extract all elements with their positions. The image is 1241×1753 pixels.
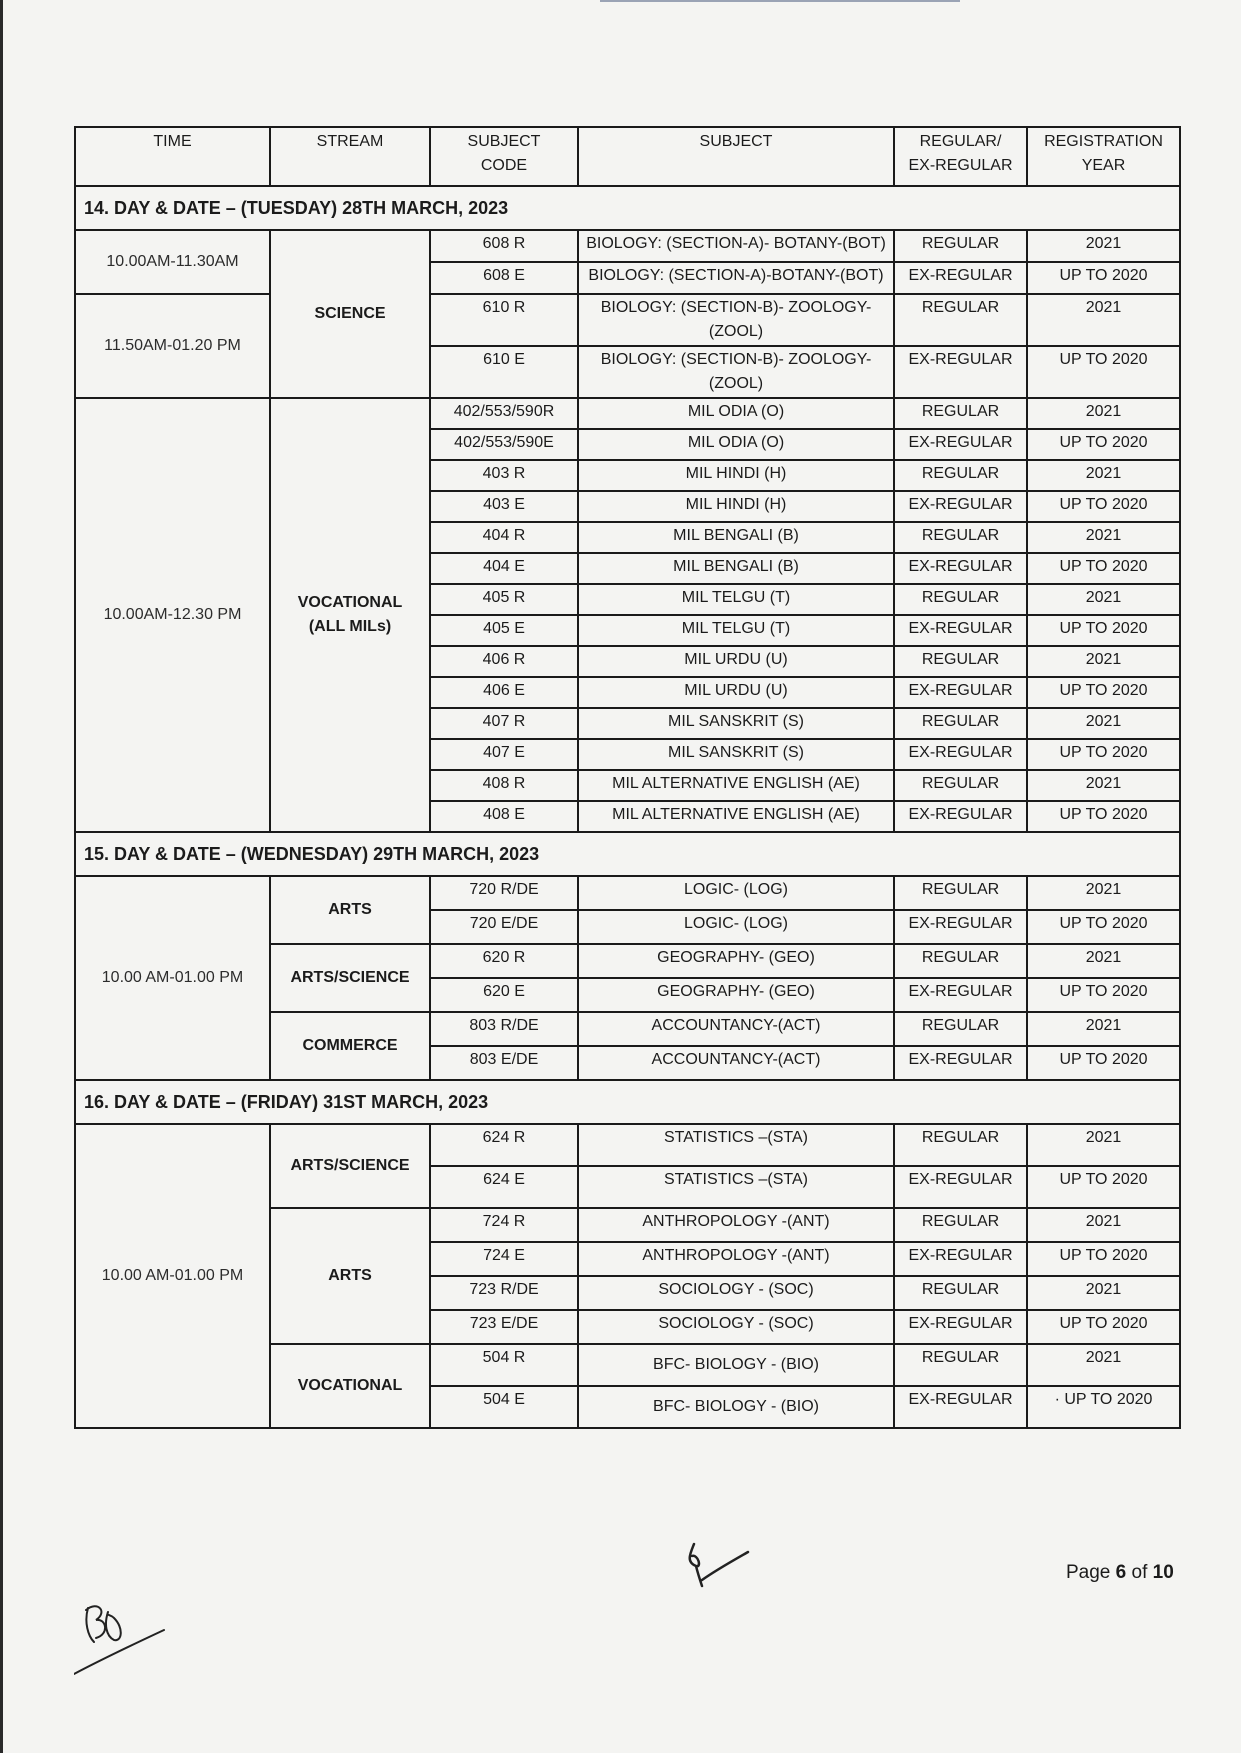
subject-name: MIL SANSKRIT (S) (578, 708, 894, 739)
subject-name: MIL HINDI (H) (578, 491, 894, 522)
subject-code: 724 R (430, 1208, 578, 1242)
subject-code: 402/553/590E (430, 429, 578, 460)
subject-name: BFC- BIOLOGY - (BIO) (578, 1344, 894, 1386)
regular-type: EX-REGULAR (894, 1386, 1027, 1428)
header-regular: REGULAR/ EX-REGULAR (894, 127, 1027, 186)
subject-name: ANTHROPOLOGY -(ANT) (578, 1242, 894, 1276)
header-registration-year: REGISTRATION YEAR (1027, 127, 1180, 186)
registration-year: UP TO 2020 (1027, 739, 1180, 770)
stream-cell: VOCATIONAL (270, 1344, 430, 1428)
registration-year: UP TO 2020 (1027, 1046, 1180, 1080)
subject-code: 803 E/DE (430, 1046, 578, 1080)
registration-year: 2021 (1027, 646, 1180, 677)
subject-code: 620 E (430, 978, 578, 1012)
subject-code: 402/553/590R (430, 398, 578, 429)
table-row (75, 876, 1180, 910)
regular-type: EX-REGULAR (894, 615, 1027, 646)
regular-type: REGULAR (894, 230, 1027, 262)
subject-name: BIOLOGY: (SECTION-B)- ZOOLOGY-(ZOOL) (578, 294, 894, 346)
regular-type: EX-REGULAR (894, 1310, 1027, 1344)
registration-year: 2021 (1027, 770, 1180, 801)
regular-type: EX-REGULAR (894, 262, 1027, 294)
subject-name: MIL TELGU (T) (578, 584, 894, 615)
subject-code: 406 E (430, 677, 578, 708)
subject-code: 405 R (430, 584, 578, 615)
regular-type: REGULAR (894, 1208, 1027, 1242)
subject-code: 404 E (430, 553, 578, 584)
registration-year: 2021 (1027, 1276, 1180, 1310)
registration-year: 2021 (1027, 460, 1180, 491)
registration-year: 2021 (1027, 1124, 1180, 1166)
subject-name: SOCIOLOGY - (SOC) (578, 1276, 894, 1310)
page-total: 10 (1152, 1562, 1174, 1583)
registration-year: 2021 (1027, 876, 1180, 910)
regular-type: REGULAR (894, 398, 1027, 429)
day-title: 15. DAY & DATE – (WEDNESDAY) 29TH MARCH, 2023 (75, 832, 1180, 876)
day-title-row (75, 186, 1180, 230)
registration-year: 2021 (1027, 398, 1180, 429)
subject-name: ACCOUNTANCY-(ACT) (578, 1012, 894, 1046)
registration-year: UP TO 2020 (1027, 910, 1180, 944)
stream-cell: ARTS/SCIENCE (270, 944, 430, 1012)
page-edge-top (600, 0, 960, 2)
day-title-row (75, 832, 1180, 876)
exam-schedule-table (74, 126, 1181, 1429)
regular-type: REGULAR (894, 1012, 1027, 1046)
regular-type: EX-REGULAR (894, 677, 1027, 708)
subject-name: MIL SANSKRIT (S) (578, 739, 894, 770)
registration-year: UP TO 2020 (1027, 1310, 1180, 1344)
time-cell: 10.00AM-12.30 PM (75, 398, 270, 832)
subject-name: MIL ALTERNATIVE ENGLISH (AE) (578, 801, 894, 832)
regular-type: REGULAR (894, 1276, 1027, 1310)
subject-name: BFC- BIOLOGY - (BIO) (578, 1386, 894, 1428)
stream-cell: ARTS (270, 1208, 430, 1344)
header-subject-code: SUBJECT CODE (430, 127, 578, 186)
table-row (75, 398, 1180, 429)
stream-cell: ARTS (270, 876, 430, 944)
regular-type: REGULAR (894, 294, 1027, 346)
subject-name: STATISTICS –(STA) (578, 1124, 894, 1166)
subject-name: MIL BENGALI (B) (578, 553, 894, 584)
subject-code: 504 E (430, 1386, 578, 1428)
registration-year: UP TO 2020 (1027, 553, 1180, 584)
subject-name: GEOGRAPHY- (GEO) (578, 978, 894, 1012)
time-cell: 10.00AM-11.30AM (75, 230, 270, 294)
regular-type: EX-REGULAR (894, 801, 1027, 832)
regular-type: REGULAR (894, 646, 1027, 677)
page-prefix: Page (1066, 1562, 1116, 1583)
regular-type: EX-REGULAR (894, 346, 1027, 398)
day-title-row (75, 1080, 1180, 1124)
subject-code: 720 R/DE (430, 876, 578, 910)
subject-code: 406 R (430, 646, 578, 677)
subject-code: 403 R (430, 460, 578, 491)
header-stream: STREAM (270, 127, 430, 186)
registration-year: UP TO 2020 (1027, 615, 1180, 646)
regular-type: EX-REGULAR (894, 491, 1027, 522)
subject-name: BIOLOGY: (SECTION-A)- BOTANY-(BOT) (578, 230, 894, 262)
registration-year: UP TO 2020 (1027, 491, 1180, 522)
subject-code: 407 R (430, 708, 578, 739)
time-cell: 10.00 AM-01.00 PM (75, 876, 270, 1080)
subject-code: 408 E (430, 801, 578, 832)
subject-name: ACCOUNTANCY-(ACT) (578, 1046, 894, 1080)
stream-cell: COMMERCE (270, 1012, 430, 1080)
registration-year: UP TO 2020 (1027, 1242, 1180, 1276)
stream-cell: SCIENCE (270, 230, 430, 398)
registration-year: 2021 (1027, 1344, 1180, 1386)
subject-name: MIL HINDI (H) (578, 460, 894, 491)
subject-code: 408 R (430, 770, 578, 801)
header-time: TIME (75, 127, 270, 186)
registration-year: UP TO 2020 (1027, 262, 1180, 294)
subject-code: 504 R (430, 1344, 578, 1386)
regular-type: REGULAR (894, 708, 1027, 739)
subject-name: MIL URDU (U) (578, 646, 894, 677)
registration-year: UP TO 2020 (1027, 801, 1180, 832)
registration-year: 2021 (1027, 1012, 1180, 1046)
subject-name: BIOLOGY: (SECTION-B)- ZOOLOGY-(ZOOL) (578, 346, 894, 398)
regular-type: EX-REGULAR (894, 553, 1027, 584)
table-row (75, 1124, 1180, 1166)
subject-name: STATISTICS –(STA) (578, 1166, 894, 1208)
registration-year: 2021 (1027, 294, 1180, 346)
subject-code: 407 E (430, 739, 578, 770)
regular-type: EX-REGULAR (894, 910, 1027, 944)
subject-name: LOGIC- (LOG) (578, 876, 894, 910)
regular-type: REGULAR (894, 944, 1027, 978)
subject-code: 405 E (430, 615, 578, 646)
registration-year: UP TO 2020 (1027, 677, 1180, 708)
regular-type: REGULAR (894, 522, 1027, 553)
registration-year: 2021 (1027, 708, 1180, 739)
subject-code: 610 E (430, 346, 578, 398)
regular-type: EX-REGULAR (894, 429, 1027, 460)
header-subject: SUBJECT (578, 127, 894, 186)
page-number (1066, 1562, 1174, 1584)
day-title: 16. DAY & DATE – (FRIDAY) 31ST MARCH, 2023 (75, 1080, 1180, 1124)
subject-name: MIL ODIA (O) (578, 398, 894, 429)
subject-code: 723 E/DE (430, 1310, 578, 1344)
regular-type: EX-REGULAR (894, 1242, 1027, 1276)
registration-year: · UP TO 2020 (1027, 1386, 1180, 1428)
subject-name: MIL URDU (U) (578, 677, 894, 708)
subject-name: LOGIC- (LOG) (578, 910, 894, 944)
subject-code: 723 R/DE (430, 1276, 578, 1310)
registration-year: UP TO 2020 (1027, 1166, 1180, 1208)
regular-type: REGULAR (894, 770, 1027, 801)
time-cell: 11.50AM-01.20 PM (75, 294, 270, 398)
regular-type: EX-REGULAR (894, 978, 1027, 1012)
registration-year: UP TO 2020 (1027, 429, 1180, 460)
signature-mark-center (676, 1540, 756, 1590)
regular-type: REGULAR (894, 876, 1027, 910)
subject-code: 404 R (430, 522, 578, 553)
subject-code: 803 R/DE (430, 1012, 578, 1046)
regular-type: EX-REGULAR (894, 1166, 1027, 1208)
subject-code: 624 R (430, 1124, 578, 1166)
regular-type: REGULAR (894, 1344, 1027, 1386)
page-edge-left (0, 0, 3, 1753)
registration-year: 2021 (1027, 1208, 1180, 1242)
subject-name: SOCIOLOGY - (SOC) (578, 1310, 894, 1344)
subject-code: 724 E (430, 1242, 578, 1276)
regular-type: REGULAR (894, 584, 1027, 615)
regular-type: EX-REGULAR (894, 739, 1027, 770)
table-row (75, 230, 1180, 262)
subject-name: MIL ODIA (O) (578, 429, 894, 460)
subject-name: MIL TELGU (T) (578, 615, 894, 646)
subject-code: 608 R (430, 230, 578, 262)
subject-code: 610 R (430, 294, 578, 346)
stream-cell: ARTS/SCIENCE (270, 1124, 430, 1208)
subject-name: MIL BENGALI (B) (578, 522, 894, 553)
subject-name: BIOLOGY: (SECTION-A)-BOTANY-(BOT) (578, 262, 894, 294)
registration-year: 2021 (1027, 522, 1180, 553)
regular-type: EX-REGULAR (894, 1046, 1027, 1080)
registration-year: UP TO 2020 (1027, 346, 1180, 398)
registration-year: UP TO 2020 (1027, 978, 1180, 1012)
page-of: of (1126, 1562, 1153, 1583)
subject-name: GEOGRAPHY- (GEO) (578, 944, 894, 978)
header-row (75, 127, 1180, 186)
day-title: 14. DAY & DATE – (TUESDAY) 28TH MARCH, 2023 (75, 186, 1180, 230)
registration-year: 2021 (1027, 944, 1180, 978)
table-row (75, 294, 1180, 346)
registration-year: 2021 (1027, 584, 1180, 615)
signature-mark-left (74, 1588, 184, 1678)
regular-type: REGULAR (894, 1124, 1027, 1166)
registration-year: 2021 (1027, 230, 1180, 262)
subject-code: 624 E (430, 1166, 578, 1208)
subject-name: MIL ALTERNATIVE ENGLISH (AE) (578, 770, 894, 801)
subject-code: 403 E (430, 491, 578, 522)
subject-code: 620 R (430, 944, 578, 978)
time-cell: 10.00 AM-01.00 PM (75, 1124, 270, 1428)
regular-type: REGULAR (894, 460, 1027, 491)
stream-cell: VOCATIONAL (ALL MILs) (270, 398, 430, 832)
subject-code: 720 E/DE (430, 910, 578, 944)
subject-code: 608 E (430, 262, 578, 294)
subject-name: ANTHROPOLOGY -(ANT) (578, 1208, 894, 1242)
page-current: 6 (1115, 1562, 1127, 1583)
